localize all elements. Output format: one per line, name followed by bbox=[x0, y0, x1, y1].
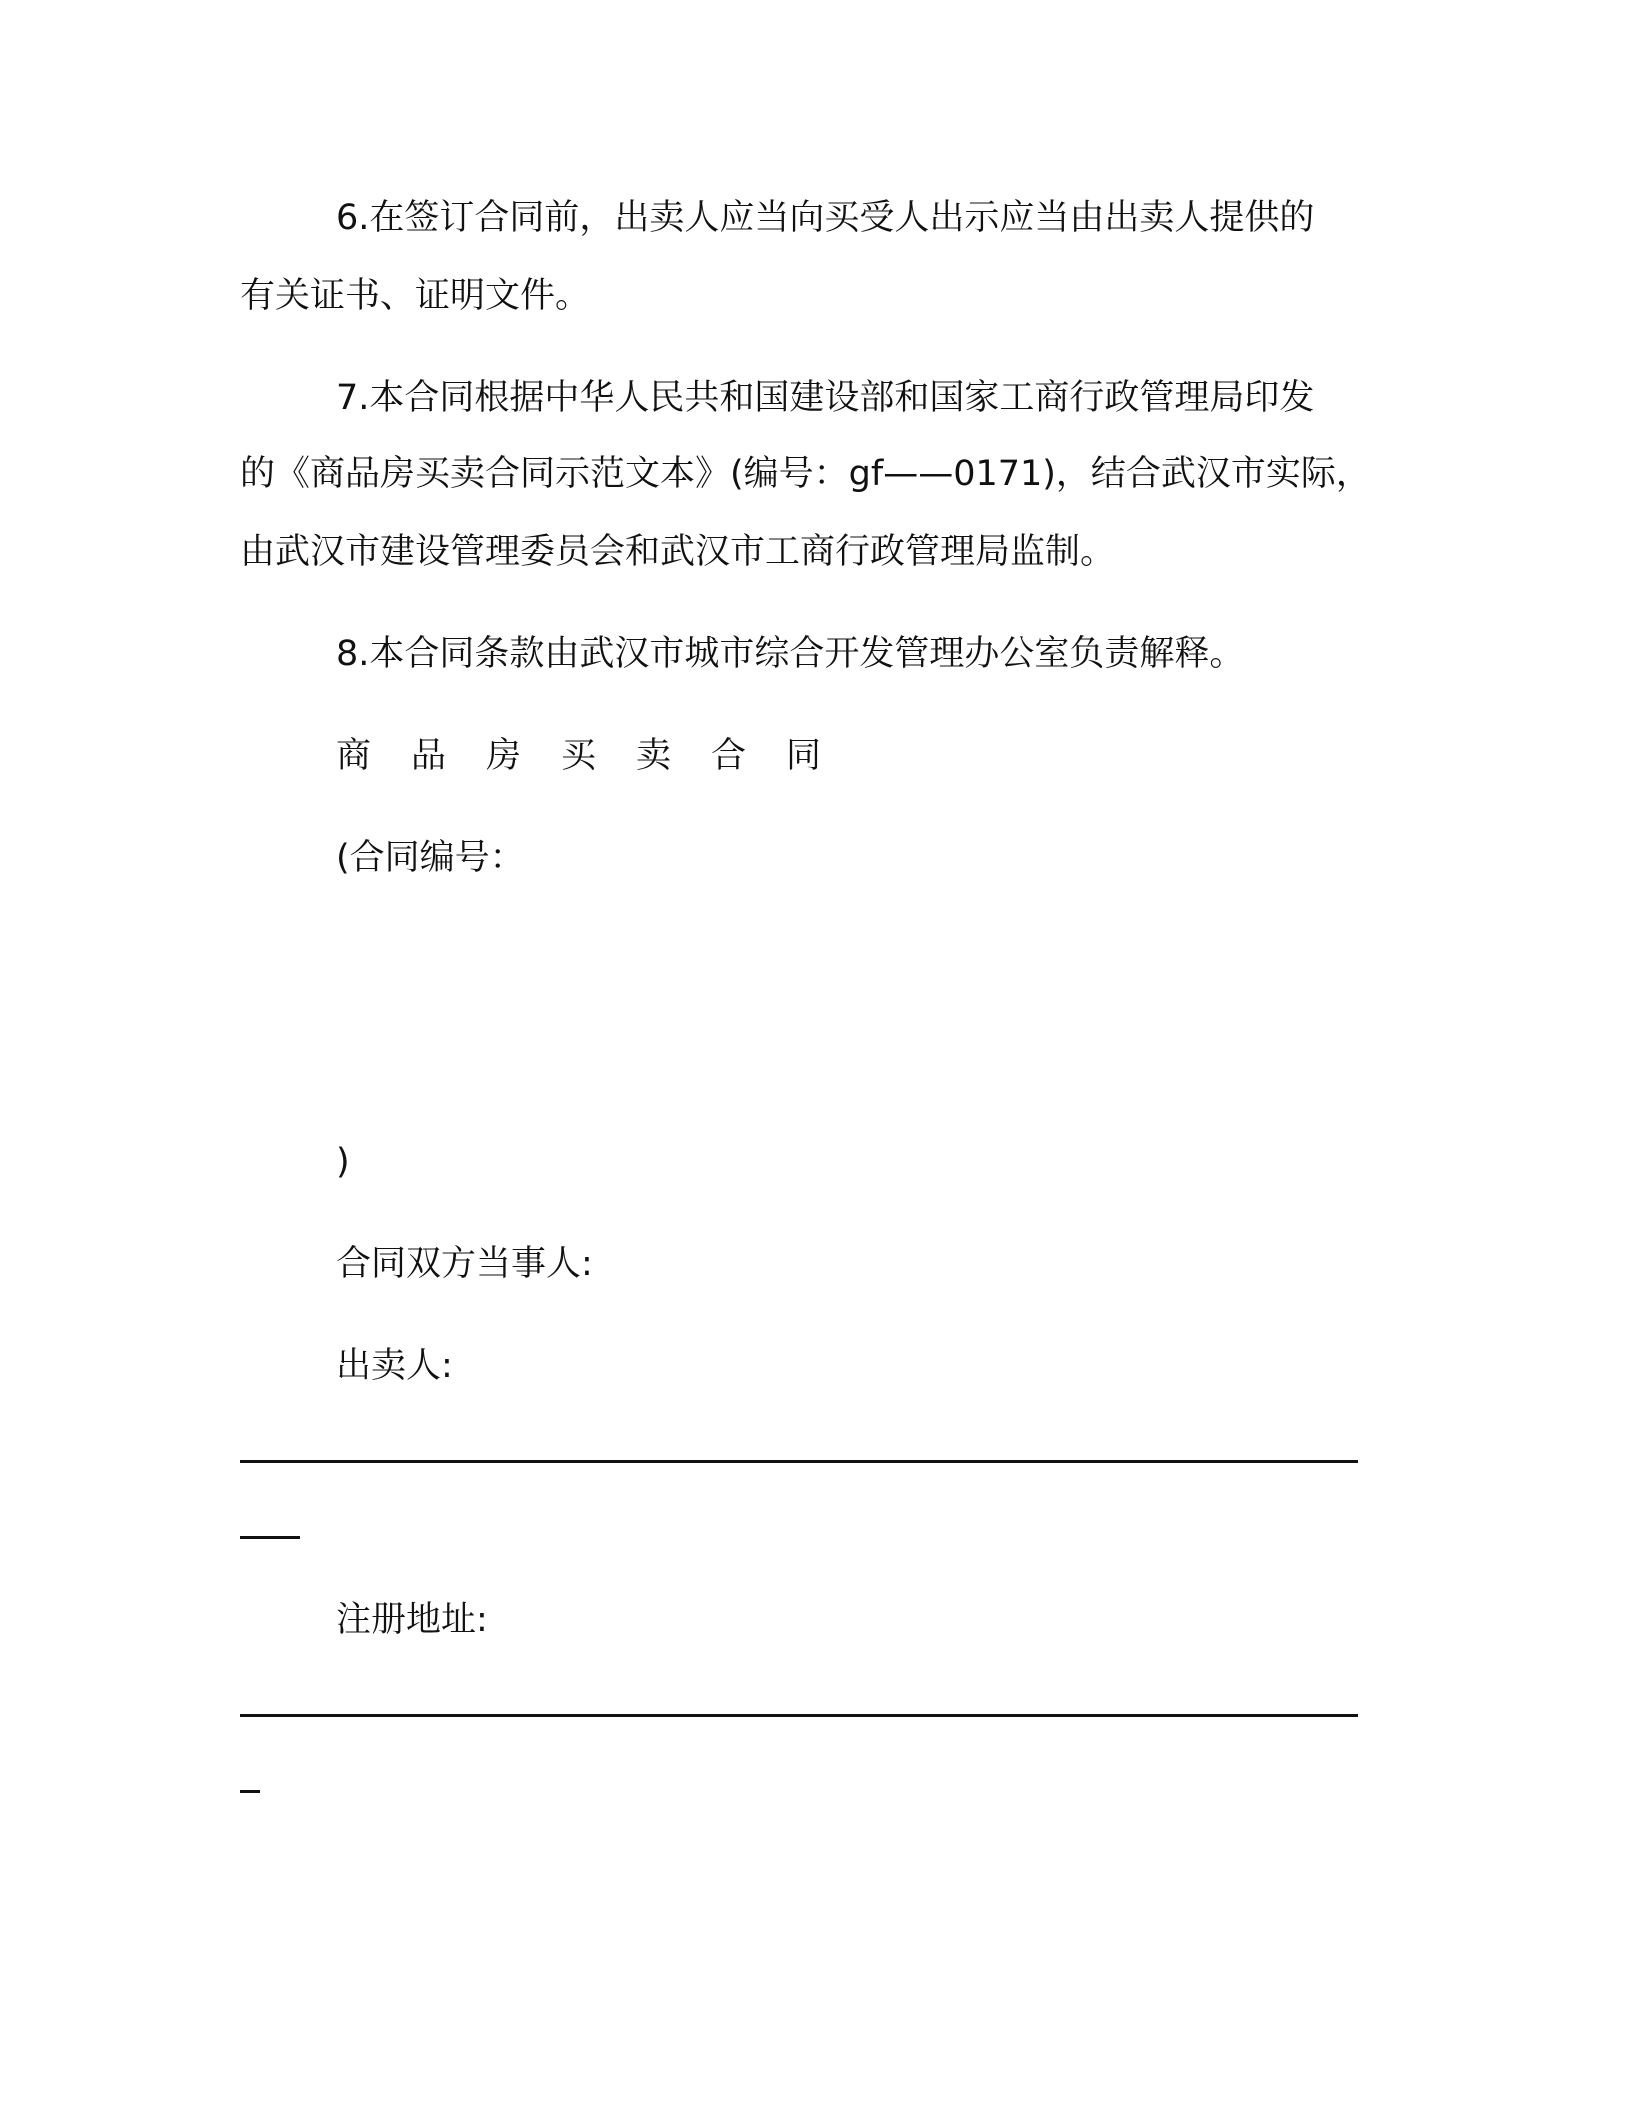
paragraph-8-line-1: 8.本合同条款由武汉市城市综合开发管理办公室负责解释。 bbox=[336, 634, 1245, 674]
seller-underline-2 bbox=[240, 1536, 300, 1539]
address-label: 注册地址: bbox=[336, 1600, 488, 1640]
contract-number-label: (合同编号： bbox=[336, 838, 525, 878]
paragraph-7-line-1: 7.本合同根据中华人民共和国建设部和国家工商行政管理局印发 bbox=[336, 378, 1315, 418]
paragraph-6-line-2: 有关证书、证明文件。 bbox=[240, 276, 591, 316]
contract-number-close: ) bbox=[336, 1142, 350, 1182]
paragraph-7-line-2: 的《商品房买卖合同示范文本》(编号：gf——0171)，结合武汉市实际， bbox=[240, 454, 1371, 494]
paragraph-6-line-1: 6.在签订合同前，出卖人应当向买受人出示应当由出卖人提供的 bbox=[336, 198, 1315, 238]
address-underline-1 bbox=[240, 1714, 1358, 1717]
paragraph-7-line-3: 由武汉市建设管理委员会和武汉市工商行政管理局监制。 bbox=[240, 532, 1116, 572]
parties-label: 合同双方当事人: bbox=[336, 1244, 593, 1284]
address-underline-2 bbox=[240, 1790, 260, 1793]
seller-underline-1 bbox=[240, 1460, 1358, 1463]
contract-title: 商品房买卖合同 bbox=[336, 736, 862, 776]
seller-label: 出卖人: bbox=[336, 1346, 453, 1386]
